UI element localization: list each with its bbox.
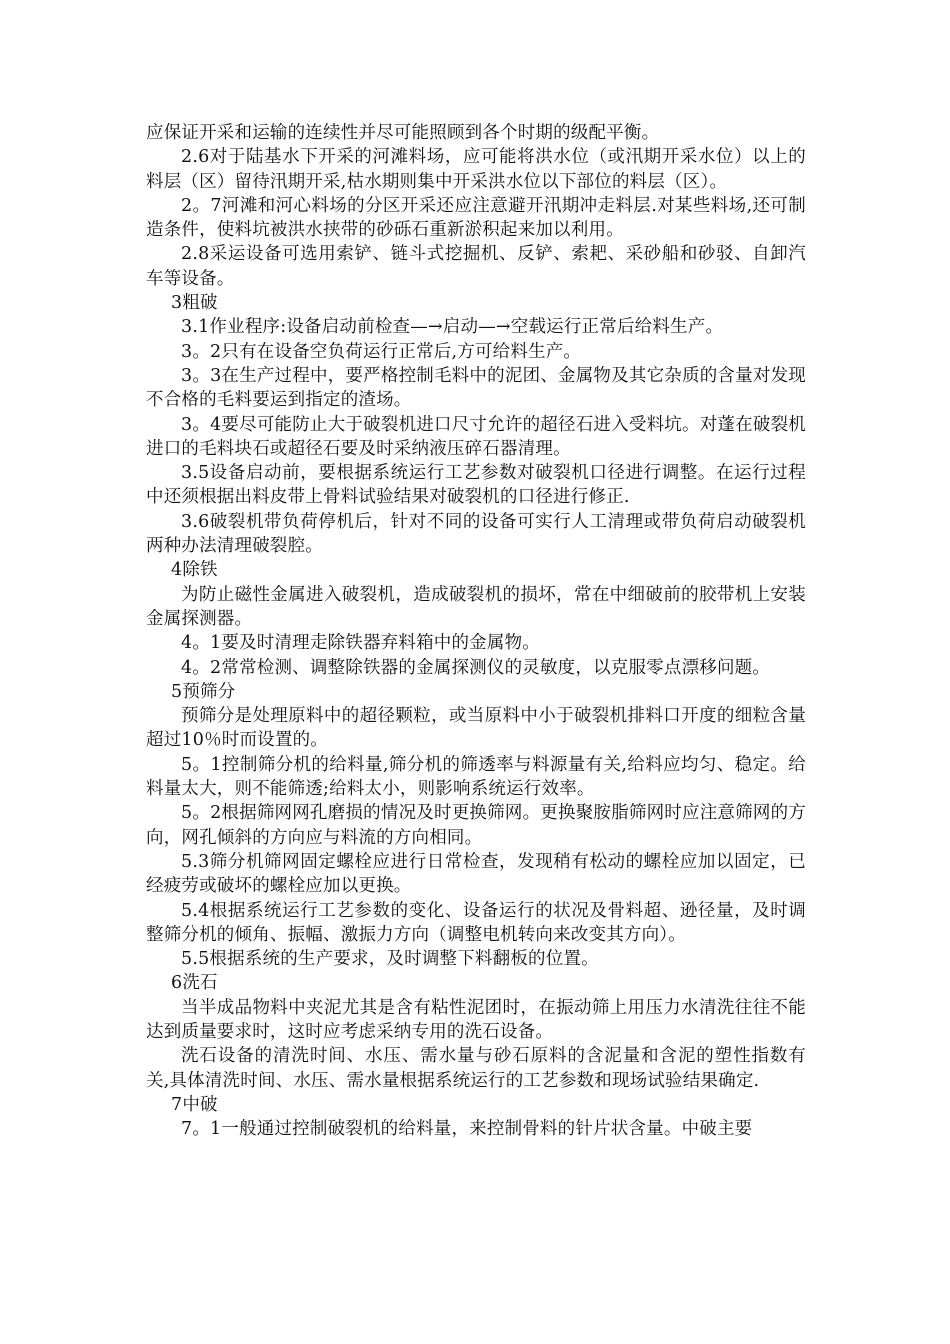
body-paragraph: 7。1一般通过控制破裂机的给料量，来控制骨料的针片状含量。中破主要 [181,1119,753,1140]
body-paragraph: 3。2只有在设备空负荷运行正常后,方可给料生产。 [181,341,582,362]
body-paragraph: 5.5根据系统的生产要求，及时调整下料翻板的位置。 [181,949,599,970]
section-heading: 3粗破 [171,293,218,314]
document-body [146,121,806,1141]
body-paragraph: 5。1控制筛分机的给料量,筛分机的筛透率与料源量有关,给料应均匀、稳定。给料量太大，则不能筛透;给料太小，则影响系统运行效率。 [146,754,806,800]
section-heading: 5预筛分 [171,681,236,702]
body-paragraph: 当半成品物料中夹泥尤其是含有粘性泥团时，在振动筛上用压力水清洗往往不能达到质量要求时，这时应考虑采纳专用的洗石设备。 [146,997,806,1042]
body-paragraph: 预筛分是处理原料中的超径颗粒，或当原料中小于破裂机排料口开度的细粒含量超过10％时而设置的。 [146,706,806,751]
body-paragraph: 4。1要及时清理走除铁器弃料箱中的金属物。 [181,633,540,654]
body-paragraph: 5.3筛分机筛网固定螺栓应进行日常检查，发现稍有松动的螺栓应加以固定，已经疲劳或破坏的螺栓应加以更换。 [146,851,806,897]
section-heading: 6洗石 [171,973,218,994]
body-paragraph: 3。3在生产过程中，要严格控制毛料中的泥团、金属物及其它杂质的含量对发现不合格的毛料要运到指定的渣场。 [146,365,806,411]
body-paragraph: 2.8采运设备可选用索铲、链斗式挖掘机、反铲、索耙、采砂船和砂驳、自卸汽车等设备。 [146,244,806,289]
body-paragraph: 为防止磁性金属进入破裂机，造成破裂机的损坏，常在中细破前的胶带机上安装金属探测器。 [146,584,806,629]
body-paragraph: 应保证开采和运输的连续性并尽可能照顾到各个时期的级配平衡。 [146,123,660,143]
body-paragraph: 3。4要尽可能防止大于破裂机进口尺寸允许的超径石进入受料坑。对蓬在破裂机进口的毛料块石或超径石要及时采纳液压碎石器清理。 [146,414,806,459]
body-paragraph: 5.4根据系统运行工艺参数的变化、设备运行的状况及骨料超、逊径量，及时调整筛分机的倾角、振幅、激振力方向（调整电机转向来改变其方向）。 [146,900,806,945]
body-paragraph: 3.1作业程序:设备启动前检查—→启动—→空载运行正常后给料生产。 [181,317,724,338]
section-heading: 4除铁 [171,560,218,581]
section-heading: 7中破 [171,1094,218,1115]
body-paragraph: 4。2常常检测、调整除铁器的金属探测仪的灵敏度，以克服零点漂移问题。 [181,657,771,678]
body-paragraph: 5。2根据筛网网孔磨损的情况及时更换筛网。更换聚胺脂筛网时应注意筛网的方向，网孔倾斜的方向应与料流的方向相同。 [146,803,806,848]
body-paragraph: 2.6对于陆基水下开采的河滩料场，应可能将洪水位（或汛期开采水位）以上的料层（区）留待汛期开采,枯水期则集中开采洪水位以下部位的料层（区）。 [146,147,806,192]
body-paragraph: 洗石设备的清洗时间、水压、需水量与砂石原料的含泥量和含泥的塑性指数有关,具体清洗时间、水压、需水量根据系统运行的工艺参数和现场试验结果确定. [146,1046,806,1091]
body-paragraph: 3.5设备启动前，要根据系统运行工艺参数对破裂机口径进行调整。在运行过程中还须根据出料皮带上骨料试验结果对破裂机的口径进行修正. [146,463,806,508]
body-paragraph: 2。7河滩和河心料场的分区开采还应注意避开汛期冲走料层.对某些料场,还可制造条件，使料坑被洪水挟带的砂砾石重新淤积起来加以利用。 [146,195,806,241]
body-paragraph: 3.6破裂机带负荷停机后，针对不同的设备可实行人工清理或带负荷启动破裂机两种办法清理破裂腔。 [146,511,806,557]
